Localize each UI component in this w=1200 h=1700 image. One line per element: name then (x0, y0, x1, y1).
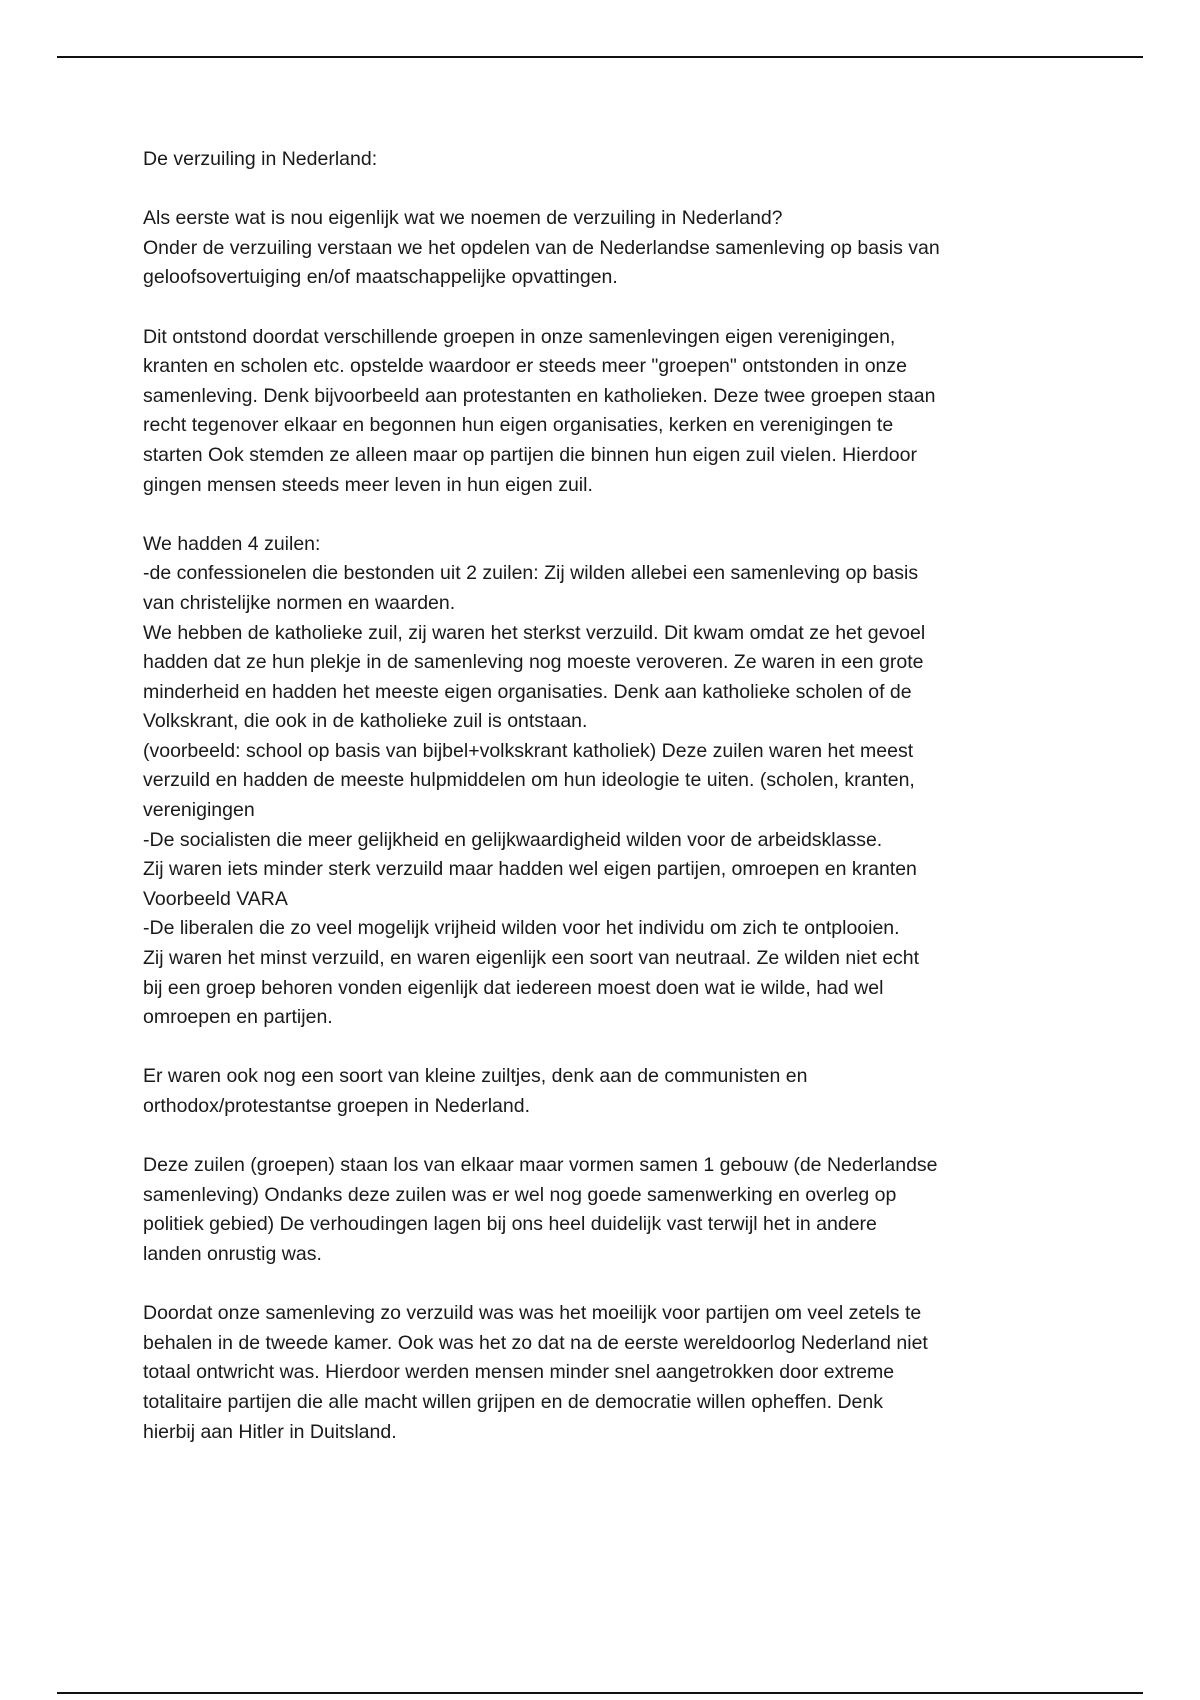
text-line: -de confessionelen die bestonden uit 2 zuilen: Zij wilden allebei een samenleving op basis (143, 562, 919, 585)
text-line: Als eerste wat is nou eigenlijk wat we noemen de verzuiling in Nederland? (143, 207, 783, 230)
text-line: Dit ontstond doordat verschillende groepen in onze samenlevingen eigen verenigingen, (143, 325, 896, 348)
text-line: Zij waren iets minder sterk verzuild maar hadden wel eigen partijen, omroepen en kranten (143, 858, 917, 881)
text-line: -De socialisten die meer gelijkheid en gelijkwaardigheid wilden voor de arbeidsklasse. (143, 828, 883, 851)
text-line: minderheid en hadden het meeste eigen organisaties. Denk aan katholieke scholen of de (143, 680, 912, 703)
text-line: behalen in de tweede kamer. Ook was het zo dat na de eerste wereldoorlog Nederland niet (143, 1331, 928, 1354)
text-line: omroepen en partijen. (143, 1006, 333, 1029)
text-line: bij een groep behoren vonden eigenlijk dat iedereen moest doen wat ie wilde, had wel (143, 976, 884, 999)
text-line: van christelijke normen en waarden. (143, 591, 456, 614)
document-title (143, 145, 1063, 175)
text-line: politiek gebied) De verhoudingen lagen bij ons heel duidelijk vast terwijl het in andere (143, 1213, 877, 1236)
text-line: hierbij aan Hitler in Duitsland. (143, 1420, 397, 1443)
text-line: Doordat onze samenleving zo verzuild was was het moeilijk voor partijen om veel zetels te (143, 1302, 922, 1325)
text-line: totaal ontwricht was. Hierdoor werden mensen minder snel aangetrokken door extreme (143, 1361, 895, 1384)
text-line: Zij waren het minst verzuild, en waren eigenlijk een soort van neutraal. Ze wilden niet echt (143, 947, 920, 970)
text-line: hadden dat ze hun plekje in de samenleving nog moeste veroveren. Ze waren in een grote (143, 651, 924, 674)
text-line: starten Ook stemden ze alleen maar op partijen die binnen hun eigen zuil vielen. Hierdoor (143, 443, 917, 466)
text-line: We hebben de katholieke zuil, zij waren het sterkst verzuild. Dit kwam omdat ze het gevoel (143, 621, 926, 644)
text-line: gingen mensen steeds meer leven in hun eigen zuil. (143, 473, 593, 496)
text-line: geloofsovertuiging en/of maatschappelijke opvattingen. (143, 266, 618, 289)
paragraph (143, 1299, 1063, 1447)
header-rule (57, 56, 1143, 58)
text-line: Deze zuilen (groepen) staan los van elkaar maar vormen samen 1 gebouw (de Nederlandse (143, 1154, 938, 1177)
text-line: Er waren ook nog een soort van kleine zuiltjes, denk aan de communisten en (143, 1065, 808, 1088)
paragraph (143, 1062, 1063, 1121)
text-line: De verzuiling in Nederland: (143, 148, 378, 170)
paragraph-gap (143, 1270, 1063, 1300)
text-line: samenleving. Denk bijvoorbeeld aan protestanten en katholieken. Deze twee groepen staan (143, 384, 936, 407)
text-line: (voorbeeld: school op basis van bijbel+volkskrant katholiek) Deze zuilen waren het meest (143, 739, 914, 762)
text-line: We hadden 4 zuilen: (143, 532, 321, 555)
text-line: landen onrustig was. (143, 1242, 322, 1265)
text-line: samenleving) Ondanks deze zuilen was er wel nog goede samenwerking en overleg op (143, 1183, 897, 1206)
footer-rule (57, 1692, 1143, 1694)
document-body (143, 145, 1063, 1447)
text-line: Voorbeeld VARA (143, 887, 288, 910)
paragraph-gap (143, 1122, 1063, 1152)
text-line: totalitaire partijen die alle macht willen grijpen en de democratie willen opheffen. Denk (143, 1390, 883, 1413)
paragraph (143, 323, 1063, 501)
paragraph-gap (143, 500, 1063, 530)
text-line: Onder de verzuiling verstaan we het opdelen van de Nederlandse samenleving op basis van (143, 236, 940, 259)
paragraph (143, 1151, 1063, 1269)
text-line: -De liberalen die zo veel mogelijk vrijheid wilden voor het individu om zich te ontplooien. (143, 917, 900, 940)
paragraph-gap (143, 175, 1063, 205)
text-line: orthodox/protestantse groepen in Nederland. (143, 1095, 531, 1117)
text-line: kranten en scholen etc. opstelde waardoor er steeds meer "groepen" ontstonden in onze (143, 355, 907, 378)
paragraph-gap (143, 1033, 1063, 1063)
text-line: recht tegenover elkaar en begonnen hun eigen organisaties, kerken en verenigingen te (143, 414, 894, 437)
text-line: Volkskrant, die ook in de katholieke zuil is ontstaan. (143, 710, 588, 733)
paragraph (143, 530, 1063, 1033)
paragraph (143, 204, 1063, 293)
text-line: verenigingen (143, 799, 255, 822)
text-line: verzuild en hadden de meeste hulpmiddelen om hun ideologie te uiten. (scholen, kranten, (143, 769, 915, 792)
paragraph-gap (143, 293, 1063, 323)
